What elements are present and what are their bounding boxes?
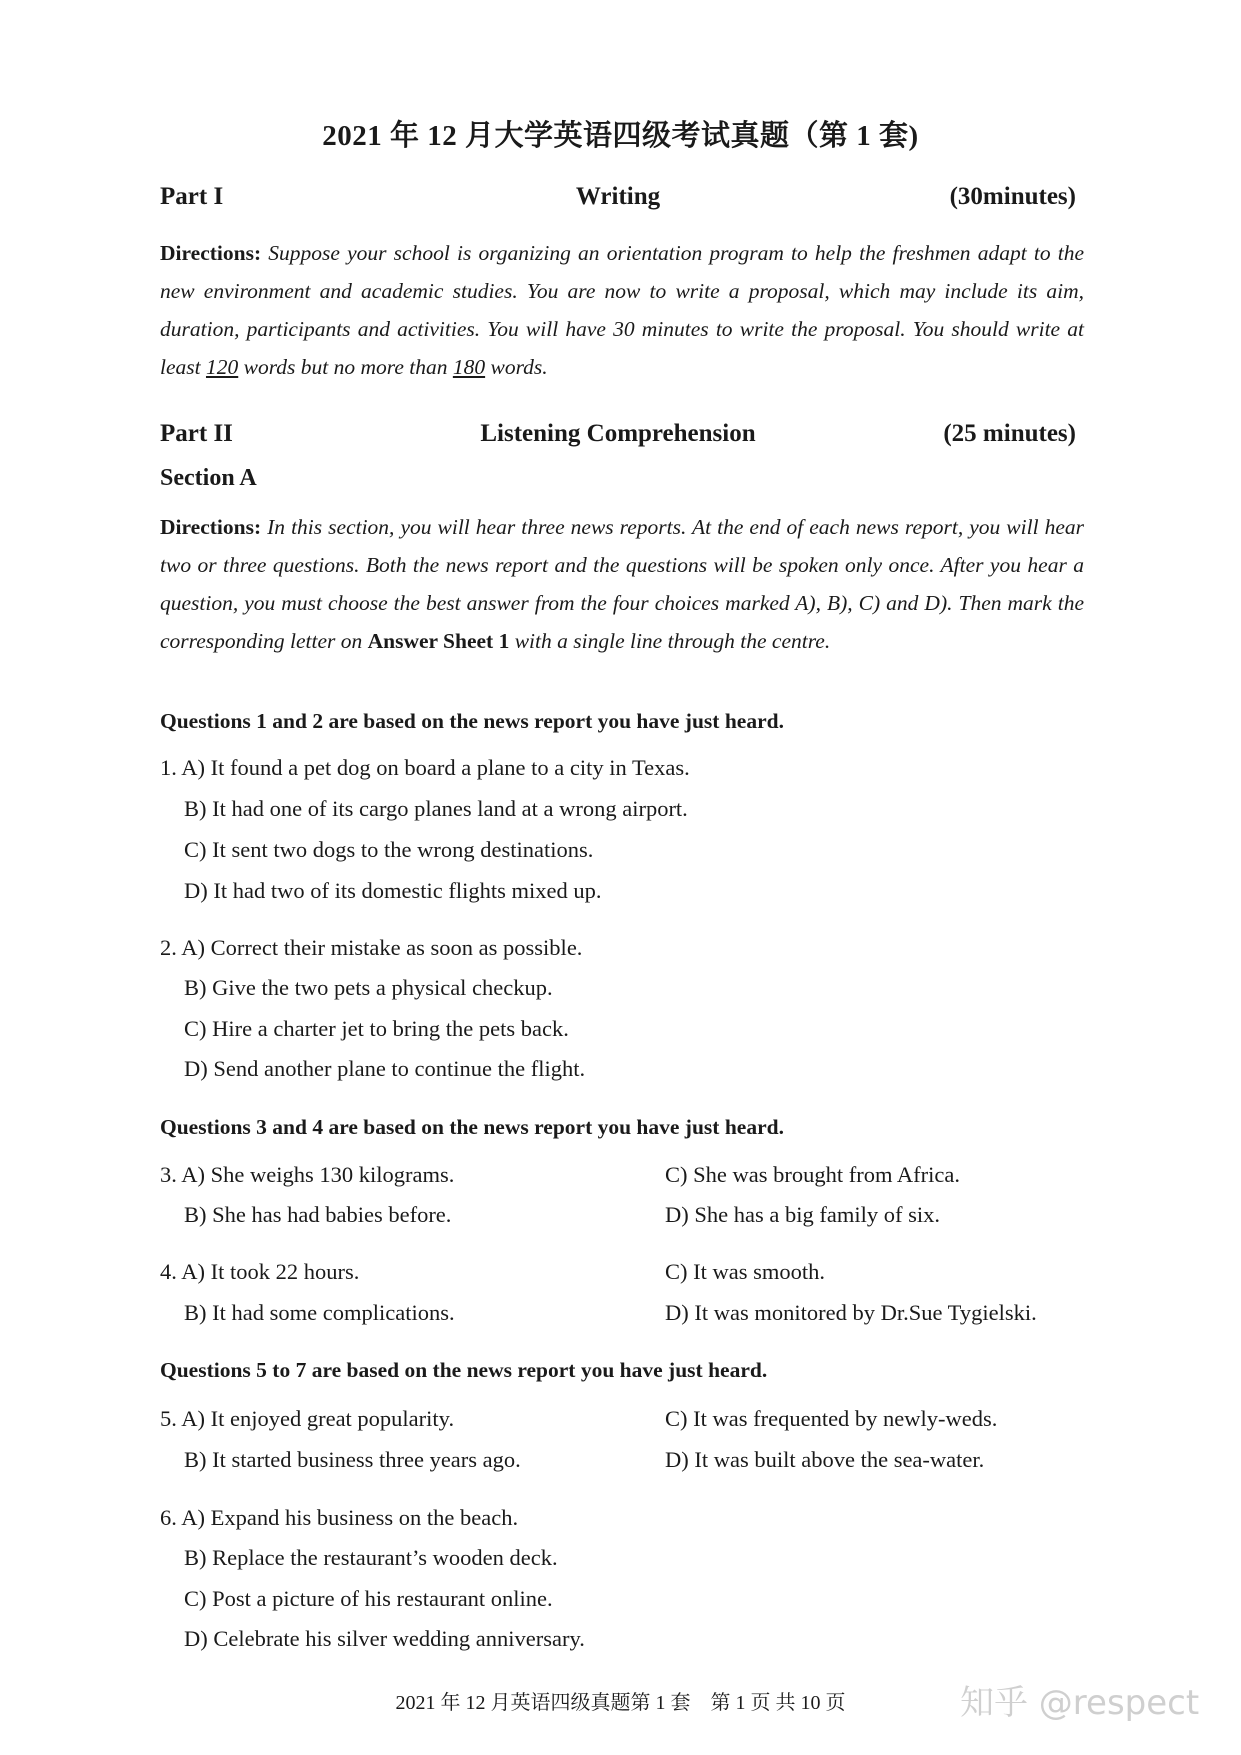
part2-header [160,420,1076,454]
directions-text: In this section, you will hear three news reports. At the end of each news report, you will hear two or three questions. Both the news report and the questions will be spoken only once. After you hear a question, you must choose the best answer from the four choices marked A), B), C) and D). Then mark the corresponding letter on [160,515,1084,653]
q6-option-c: C) Post a picture of his restaurant online. [184,1586,553,1611]
page-footer: 2021 年 12 月英语四级真题第 1 套 第 1 页 共 10 页 [395,1692,846,1714]
directions-label: Directions: [160,241,262,265]
q4-option-c: C) It was smooth. [665,1259,825,1284]
q3-option-b: B) She has had babies before. [184,1202,452,1227]
q1-option-d: D) It had two of its domestic flights mixed up. [184,878,602,903]
directions-text: Suppose your school is organizing an orientation program to help the freshmen adapt to the new environment and academic studies. You are now to write a proposal, which may include its aim, duration, participants and activities. You will have 30 minutes to write the proposal. You should write at least [160,241,1085,379]
q5-option-d: D) It was built above the sea-water. [665,1447,985,1472]
q6-option-d: D) Celebrate his silver wedding anniversary. [184,1626,585,1651]
q1-option-b: B) It had one of its cargo planes land at a wrong airport. [184,796,688,821]
q2-option-a: 2. A) Correct their mistake as soon as possible. [160,935,583,960]
min-words: 120 [205,355,239,379]
q2-option-b: B) Give the two pets a physical checkup. [184,975,553,1000]
q1-option-a: 1. A) It found a pet dog on board a plane to a city in Texas. [160,755,690,780]
part2-time: (25 minutes) [943,420,1076,447]
q4-option-d: D) It was monitored by Dr.Sue Tygielski. [665,1300,1037,1325]
directions-text: words but no more than [238,355,453,379]
question-group-heading: Questions 5 to 7 are based on the news report you have just heard. [160,1358,768,1382]
part2-name: Listening Comprehension [480,420,756,447]
q5-option-c: C) It was frequented by newly-weds. [665,1406,998,1431]
section-a-heading: Section A [160,465,257,491]
part1-time: (30minutes) [949,183,1076,210]
q4-option-a: 4. A) It took 22 hours. [160,1259,360,1284]
q3-option-c: C) She was brought from Africa. [665,1162,960,1187]
q5-option-a: 5. A) It enjoyed great popularity. [160,1406,455,1431]
part1-header [160,183,1076,217]
question-group-heading: Questions 1 and 2 are based on the news report you have just heard. [160,709,784,733]
part1-name: Writing [575,183,661,210]
directions-text: with a single line through the centre. [509,629,831,653]
directions-label: Directions: [160,515,262,539]
watermark: 知乎 @respect [960,1683,1200,1723]
q5-option-b: B) It started business three years ago. [184,1447,521,1472]
q4-option-b: B) It had some complications. [184,1300,455,1325]
max-words: 180 [452,355,486,379]
q1-option-c: C) It sent two dogs to the wrong destinations. [184,837,594,862]
listening-directions [160,508,1084,660]
q6-option-b: B) Replace the restaurant’s wooden deck. [184,1545,558,1570]
part2-label: Part II [160,420,233,447]
q3-option-a: 3. A) She weighs 130 kilograms. [160,1162,455,1187]
q2-option-c: C) Hire a charter jet to bring the pets back. [184,1016,569,1041]
question-group-heading: Questions 3 and 4 are based on the news report you have just heard. [160,1115,784,1139]
answer-sheet-label: Answer Sheet 1 [367,629,510,653]
q6-option-a: 6. A) Expand his business on the beach. [160,1505,519,1530]
directions-text: words. [485,355,548,379]
q2-option-d: D) Send another plane to continue the flight. [184,1056,586,1081]
writing-directions [160,234,1084,386]
part1-label: Part I [160,183,224,210]
page-title: 2021 年 12 月大学英语四级考试真题（第 1 套) [322,120,919,152]
q3-option-d: D) She has a big family of six. [665,1202,940,1227]
